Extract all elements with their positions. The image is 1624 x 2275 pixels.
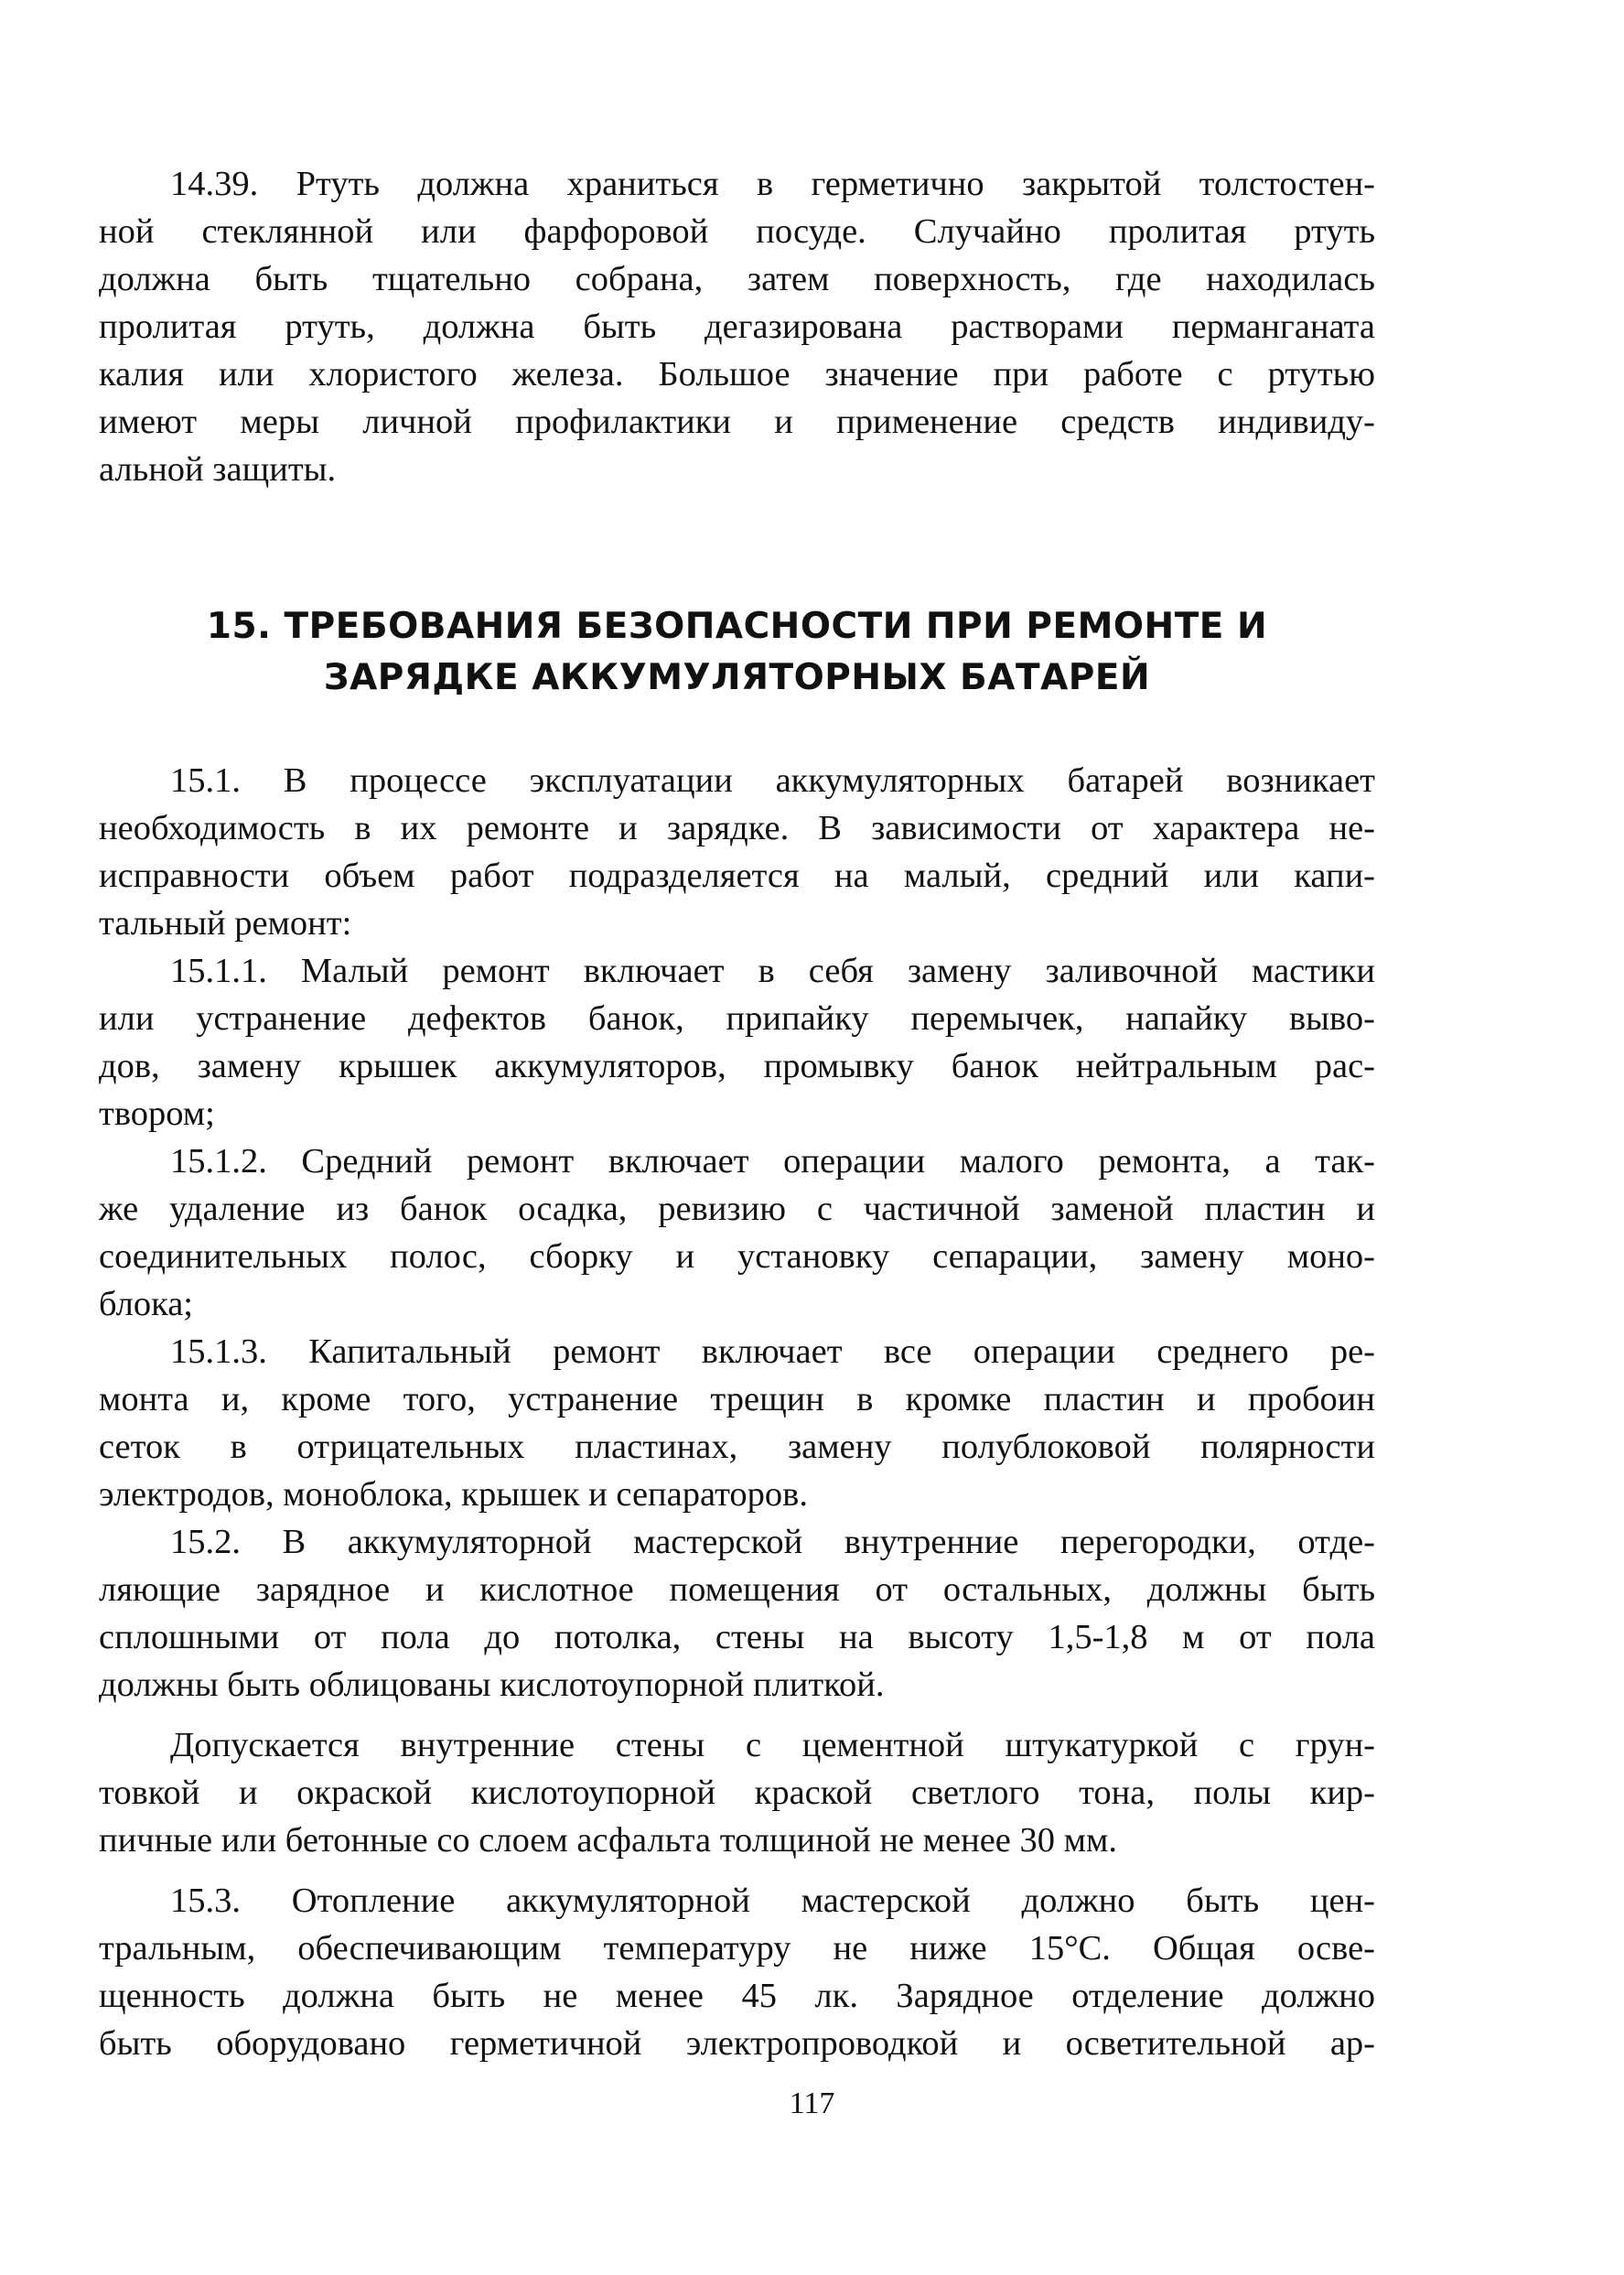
text-line: пролитая ртуть, должна быть дегазирована растворами перманганата <box>99 307 1375 346</box>
text-line: электродов, моноблока, крышек и сепараторов. <box>99 1475 808 1514</box>
text-line: блока; <box>99 1285 193 1323</box>
text-line: товкой и окраской кислотоупорной краской светлого тона, полы кир- <box>99 1774 1375 1812</box>
text-line: должны быть облицованы кислотоупорной плиткой. <box>99 1666 885 1704</box>
text-line: 15.1. В процессе эксплуатации аккумуляторных батарей возникает <box>170 761 1375 800</box>
section-heading-15 <box>99 601 1375 704</box>
text-line: щенность должна быть не менее 45 лк. Зарядное отделение должно <box>99 1977 1375 2015</box>
text-line: ляющие зарядное и кислотное помещения от остальных, должны быть <box>99 1570 1375 1609</box>
paragraph-15-1 <box>99 757 1375 947</box>
paragraph-15-1-1 <box>99 947 1375 1138</box>
text-line: 15.3. Отопление аккумуляторной мастерской должно быть цен- <box>170 1881 1375 1920</box>
text-line: должна быть тщательно собрана, затем поверхность, где находилась <box>99 260 1375 298</box>
text-line: 14.39. Ртуть должна храниться в герметично закрытой толстостен- <box>170 165 1375 203</box>
text-line: 15.2. В аккумуляторной мастерской внутренние перегородки, отде- <box>170 1523 1375 1561</box>
paragraph-15-1-3 <box>99 1328 1375 1518</box>
paragraph-15-3 <box>99 1877 1375 2067</box>
text-line: сеток в отрицательных пластинах, замену полублоковой полярности <box>99 1428 1375 1466</box>
text-line: соединительных полос, сборку и установку сепарации, замену моно- <box>99 1237 1375 1276</box>
text-line: 15.1.2. Средний ремонт включает операции малого ремонта, а так- <box>170 1142 1375 1181</box>
text-line: пичные или бетонные со слоем асфальта толщиной не менее 30 мм. <box>99 1821 1117 1860</box>
paragraph-15-1-2 <box>99 1138 1375 1328</box>
text-line: Допускается внутренние стены с цементной штукатуркой с грун- <box>170 1726 1375 1764</box>
text-line: же удаление из банок осадка, ревизию с частичной заменой пластин и <box>99 1190 1375 1228</box>
page-content <box>99 160 1375 2067</box>
text-line: монта и, кроме того, устранение трещин в кромке пластин и пробоин <box>99 1380 1375 1418</box>
text-line: 15.1.3. Капитальный ремонт включает все операции среднего ре- <box>170 1332 1375 1371</box>
paragraph-15-2-continued <box>99 1721 1375 1864</box>
paragraph-15-2 <box>99 1518 1375 1709</box>
text-line: имеют меры личной профилактики и применение средств индивиду- <box>99 403 1375 441</box>
text-line: быть оборудовано герметичной электропроводкой и осветительной ар- <box>99 2024 1375 2063</box>
text-line: альной защиты. <box>99 450 337 489</box>
text-line: или устранение дефектов банок, припайку перемычек, напайку выво- <box>99 999 1375 1038</box>
text-line: тальный ремонт: <box>99 904 352 943</box>
text-line: исправности объем работ подразделяется на малый, средний или капи- <box>99 857 1375 895</box>
text-line: дов, замену крышек аккумуляторов, промывку банок нейтральным рас- <box>99 1047 1375 1085</box>
text-line: калия или хлористого железа. Большое значение при работе с ртутью <box>99 355 1375 394</box>
text-line: тральным, обеспечивающим температуру не ниже 15°С. Общая осве- <box>99 1929 1375 1968</box>
text-line: необходимость в их ремонте и зарядке. В зависимости от характера не- <box>99 809 1375 847</box>
heading-line: ЗАРЯДКЕ АККУМУЛЯТОРНЫХ БАТАРЕЙ <box>323 657 1151 698</box>
text-line: 15.1.1. Малый ремонт включает в себя замену заливочной мастики <box>170 952 1375 990</box>
text-line: твором; <box>99 1094 215 1133</box>
heading-line: 15. ТРЕБОВАНИЯ БЕЗОПАСНОСТИ ПРИ РЕМОНТЕ И <box>206 606 1268 647</box>
paragraph-14-39 <box>99 160 1375 493</box>
page-number: 117 <box>789 2086 835 2120</box>
text-line: сплошными от пола до потолка, стены на высоту 1,5-1,8 м от пола <box>99 1618 1375 1656</box>
text-line: ной стеклянной или фарфоровой посуде. Случайно пролитая ртуть <box>99 212 1375 251</box>
